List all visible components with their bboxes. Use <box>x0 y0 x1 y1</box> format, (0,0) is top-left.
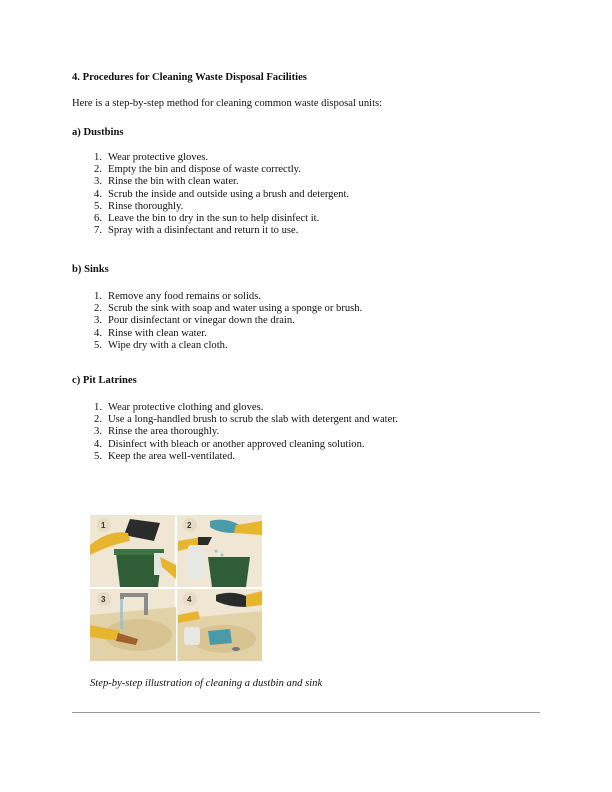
list-item <box>72 164 349 176</box>
list-number: 1. <box>94 402 102 413</box>
list-item <box>72 201 349 213</box>
list-item <box>72 328 362 340</box>
list-number: 3. <box>94 315 102 327</box>
panel-number: 1 <box>101 521 106 530</box>
subheading-sinks: b) Sinks <box>72 264 109 275</box>
list-number: 5. <box>94 450 102 462</box>
intro-text: Here is a step-by-step method for cleaning common waste disposal units: <box>72 98 383 109</box>
panel-number: 2 <box>187 521 192 530</box>
horizontal-rule <box>72 712 540 713</box>
list-text: Rinse the area thoroughly. <box>108 426 220 438</box>
list-item <box>72 225 349 237</box>
list-number: 3. <box>94 176 102 188</box>
list-text: Wear protective gloves. <box>108 152 209 163</box>
list-number: 2. <box>94 303 102 315</box>
panel-number: 3 <box>101 595 106 604</box>
subheading-pit-latrines: c) Pit Latrines <box>72 375 137 386</box>
list-number: 6. <box>94 212 102 224</box>
list-text: Spray with a disinfectant and return it to use. <box>108 225 299 237</box>
list-number: 5. <box>94 200 102 212</box>
list-text: Rinse the bin with clean water. <box>108 176 239 188</box>
list-number: 1. <box>94 152 102 163</box>
list-number: 1. <box>94 291 102 302</box>
latrine-steps <box>72 402 398 463</box>
list-item <box>72 213 349 225</box>
list-item <box>72 426 398 438</box>
list-text: Scrub the inside and outside using a brush and detergent. <box>108 188 350 200</box>
list-item <box>72 451 398 463</box>
list-item <box>72 176 349 188</box>
subheading-dustbins: a) Dustbins <box>72 127 124 138</box>
cleaning-illustration <box>90 515 262 661</box>
list-item <box>72 152 349 164</box>
list-number: 4. <box>94 188 102 200</box>
list-text: Use a long-handled brush to scrub the slab with detergent and water. <box>108 414 398 426</box>
figure-caption: Step-by-step illustration of cleaning a dustbin and sink <box>90 678 323 689</box>
dustbin-steps <box>72 152 349 237</box>
list-text: Wipe dry with a clean cloth. <box>108 339 228 351</box>
list-number: 7. <box>94 225 102 237</box>
section-heading: 4. Procedures for Cleaning Waste Disposal Facilities <box>72 72 307 83</box>
list-text: Keep the area well-ventilated. <box>108 450 236 462</box>
list-text: Pour disinfectant or vinegar down the drain. <box>108 315 295 327</box>
list-number: 4. <box>94 438 102 450</box>
list-text: Rinse thoroughly. <box>108 200 184 212</box>
list-item <box>72 340 362 352</box>
list-item <box>72 402 398 414</box>
list-number: 5. <box>94 339 102 351</box>
list-item <box>72 189 349 201</box>
list-number: 4. <box>94 327 102 339</box>
list-text: Leave the bin to dry in the sun to help disinfect it. <box>108 212 320 224</box>
list-number: 2. <box>94 414 102 426</box>
list-text: Wear protective clothing and gloves. <box>108 402 264 413</box>
list-text: Remove any food remains or solids. <box>108 291 261 302</box>
list-number: 3. <box>94 426 102 438</box>
list-text: Empty the bin and dispose of waste correctly. <box>108 164 301 176</box>
list-item <box>72 439 398 451</box>
list-text: Disinfect with bleach or another approved cleaning solution. <box>108 438 365 450</box>
list-text: Scrub the sink with soap and water using a sponge or brush. <box>108 303 363 315</box>
list-item <box>72 414 398 426</box>
list-item <box>72 315 362 327</box>
list-item <box>72 303 362 315</box>
list-number: 2. <box>94 164 102 176</box>
list-text: Rinse with clean water. <box>108 327 207 339</box>
panel-number: 4 <box>187 595 192 604</box>
list-item <box>72 291 362 303</box>
sink-steps <box>72 291 362 352</box>
